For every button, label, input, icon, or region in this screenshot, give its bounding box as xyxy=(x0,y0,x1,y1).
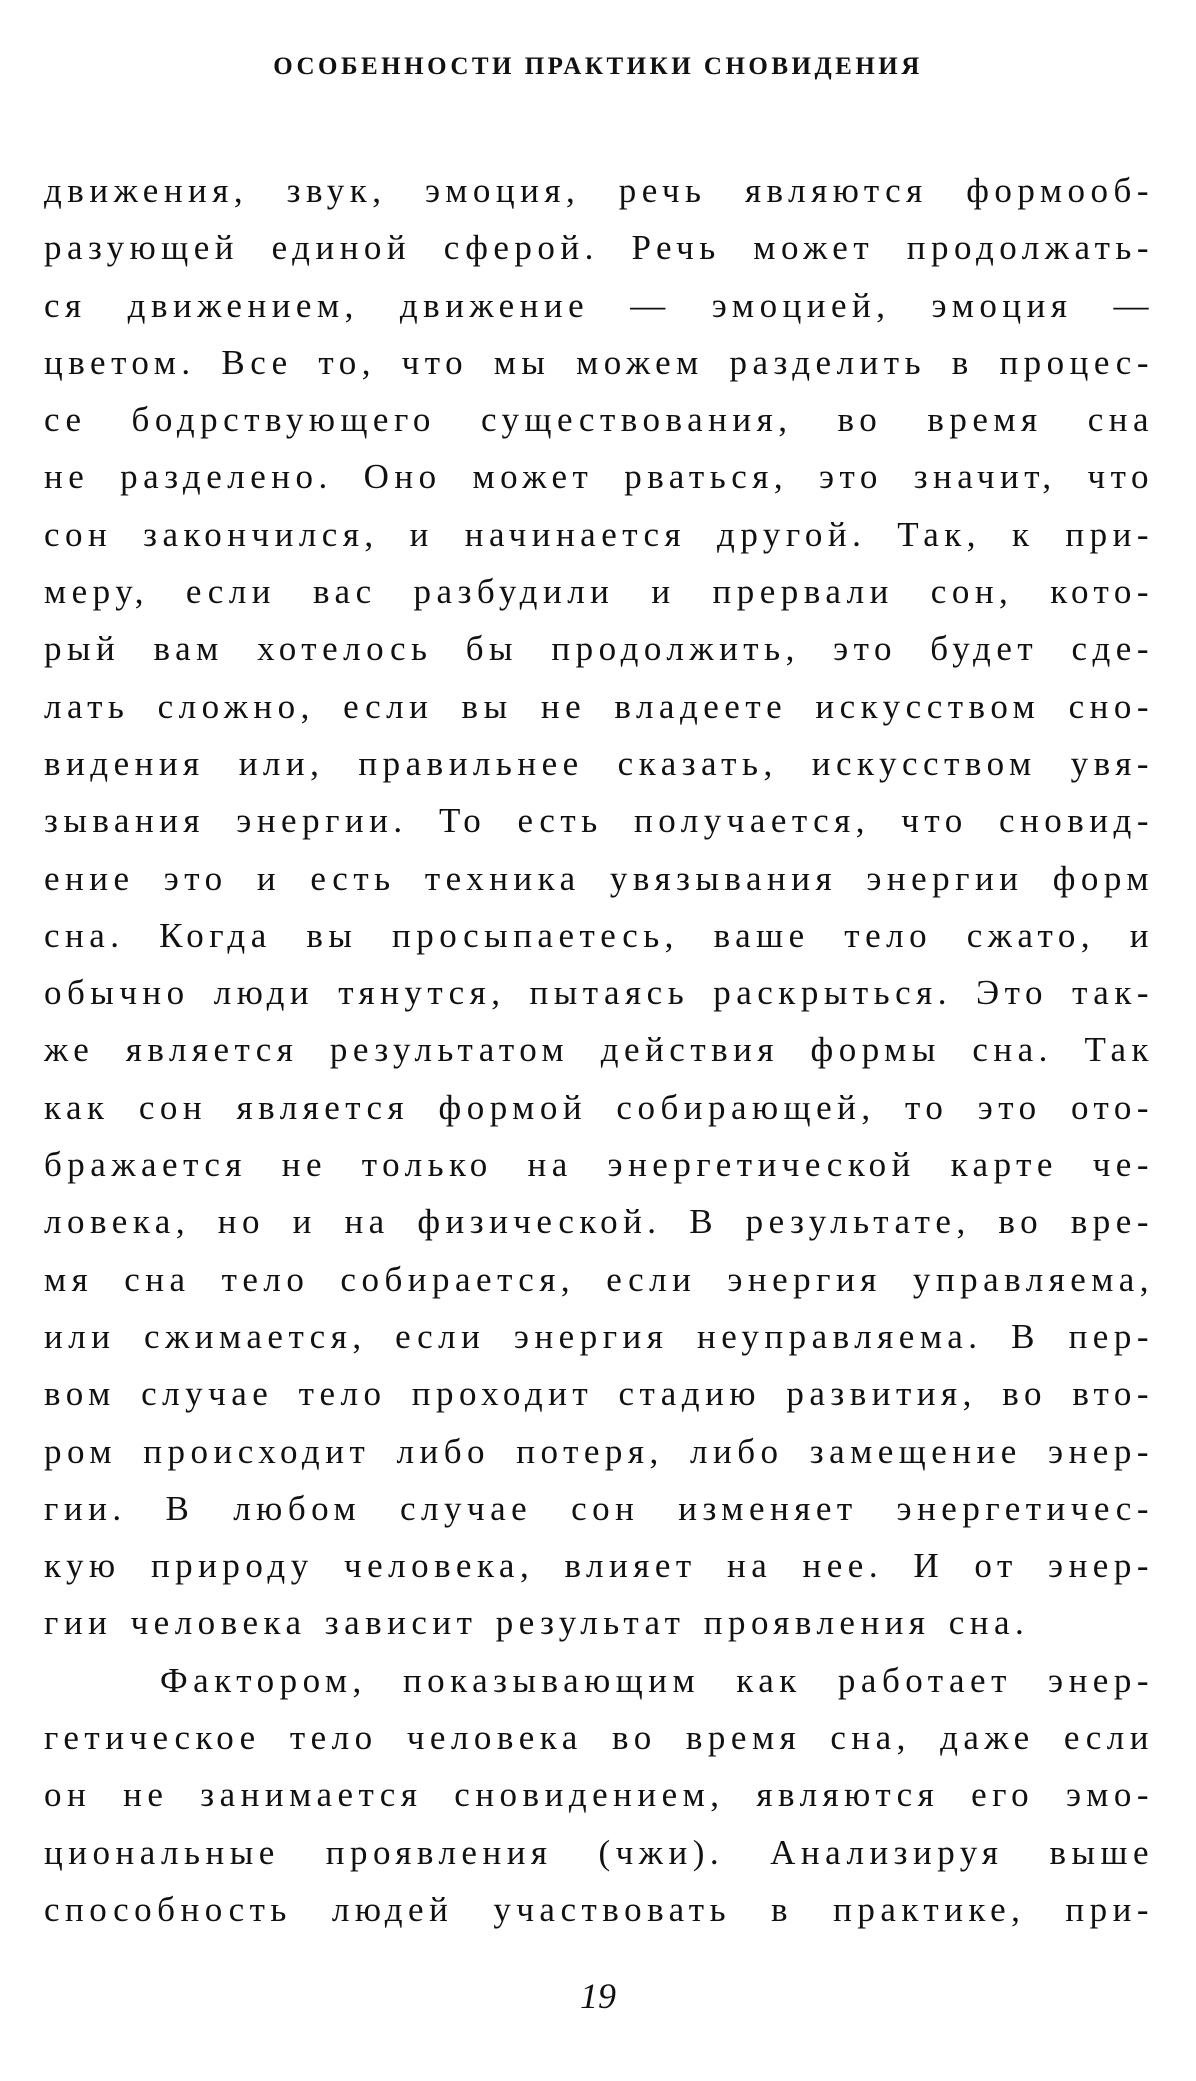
text-line: обычно люди тянутся, пытаясь раскрыться. Это так- xyxy=(44,973,1154,1013)
text-line: Фактором, показывающим как работает энер- xyxy=(160,1660,1154,1700)
text-line: гетическое тело человека во время сна, даже если xyxy=(44,1718,1154,1758)
text-line: он не занимается сновидением, являются его эмо- xyxy=(44,1775,1154,1815)
page-number: 19 xyxy=(580,1976,616,2016)
text-line: циональные проявления (чжи). Анализируя выше xyxy=(44,1832,1154,1872)
text-line: меру, если вас разбудили и прервали сон, кото- xyxy=(44,572,1154,612)
text-line: мя сна тело собирается, если энергия управляема, xyxy=(44,1259,1154,1299)
text-line: вом случае тело проходит стадию развития, во вто- xyxy=(44,1374,1154,1414)
text-line: движения, звук, эмоция, речь являются формооб- xyxy=(44,171,1154,210)
text-line: же является результатом действия формы сна. Так xyxy=(44,1030,1154,1070)
text-line: гии. В любом случае сон изменяет энергетичес- xyxy=(44,1488,1154,1528)
body-text xyxy=(44,162,1154,1938)
text-line: бражается не только на энергетической карте че- xyxy=(44,1145,1154,1185)
text-line: как сон является формой собирающей, то это ото- xyxy=(44,1087,1154,1127)
text-line: ловека, но и на физической. В результате, во вре- xyxy=(44,1202,1154,1242)
text-line: гии человека зависит результат проявления сна. xyxy=(44,1603,1030,1643)
text-line: лать сложно, если вы не владеете искусством сно- xyxy=(44,686,1154,726)
text-line: сна. Когда вы просыпаетесь, ваше тело сжато, и xyxy=(44,915,1154,955)
text-line: способность людей участвовать в практике, при- xyxy=(44,1889,1154,1929)
text-line: ение это и есть техника увязывания энергии форм xyxy=(44,858,1154,898)
text-line: ся движением, движение — эмоцией, эмоция — xyxy=(44,285,1154,325)
running-head: ОСОБЕННОСТИ ПРАКТИКИ СНОВИДЕНИЯ xyxy=(273,53,923,80)
text-line: ром происходит либо потеря, либо замещение энер- xyxy=(44,1431,1154,1471)
text-line: или сжимается, если энергия неуправляема. В пер- xyxy=(44,1316,1154,1356)
text-line: сон закончился, и начинается другой. Так, к при- xyxy=(44,514,1154,554)
text-line: се бодрствующего существования, во время сна xyxy=(44,400,1154,440)
text-line: кую природу человека, влияет на нее. И от энер- xyxy=(44,1546,1154,1586)
text-line: разующей единой сферой. Речь может продолжать- xyxy=(44,228,1154,268)
text-line: зывания энергии. То есть получается, что сновид- xyxy=(44,801,1154,841)
text-line: видения или, правильнее сказать, искусством увя- xyxy=(44,743,1154,783)
text-line: не разделено. Оно может рваться, это значит, что xyxy=(44,457,1154,497)
text-line: рый вам хотелось бы продолжить, это будет сде- xyxy=(44,629,1154,669)
text-line: цветом. Все то, что мы можем разделить в процес- xyxy=(44,342,1154,382)
